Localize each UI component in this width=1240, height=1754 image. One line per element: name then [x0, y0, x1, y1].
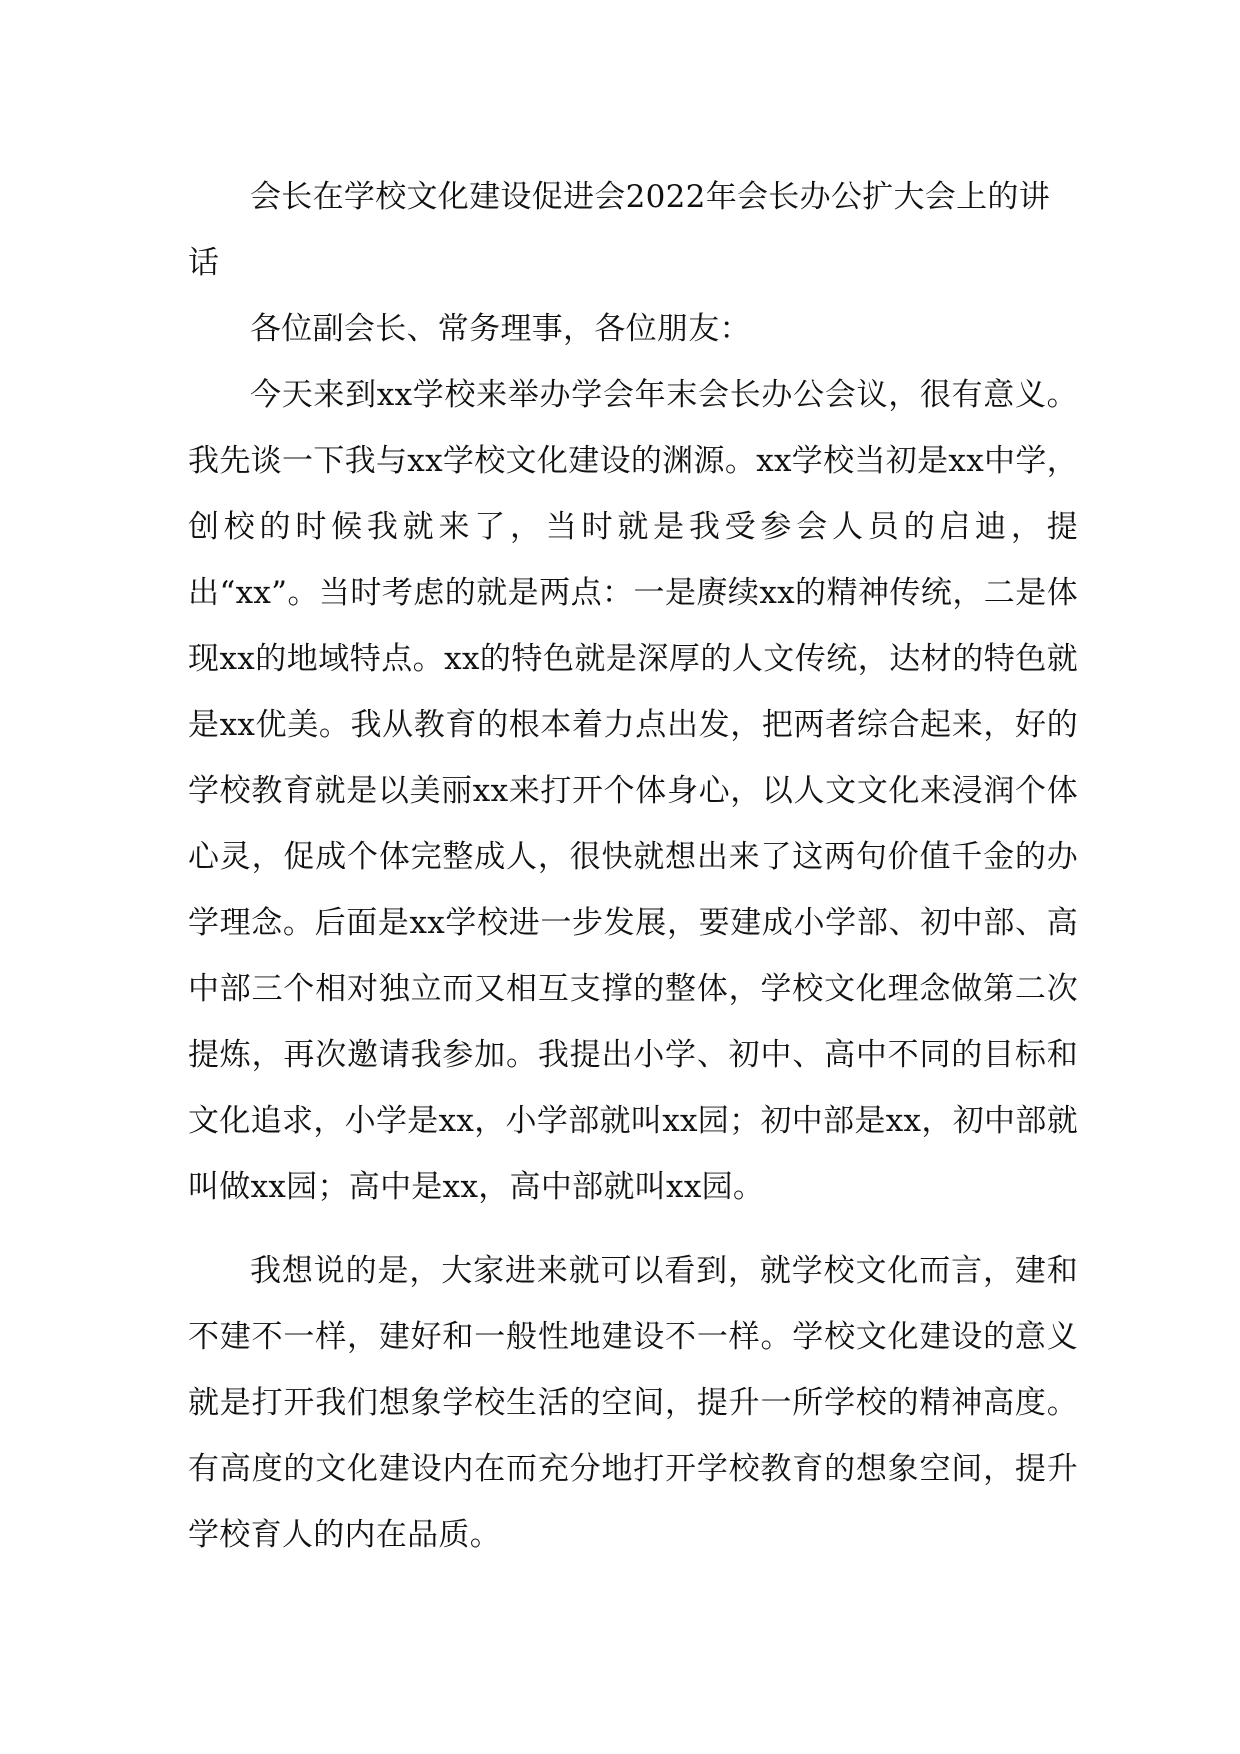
- document-page: [188, 164, 1078, 1568]
- speech-title: 会长在学校文化建设促进会2022年会长办公扩大会上的讲话: [188, 179, 1050, 281]
- salutation: 各位副会长、常务理事，各位朋友：: [250, 311, 751, 347]
- paragraph-1: 今天来到xx学校来举办学会年末会长办公会议，很有意义。我先谈一下我与xx学校文化建设的渊源。xx学校当初是xx中学，创校的时候我就来了，当时就是我受参会人员的启迪，提出“xx”。当时考虑的就是两点：一是赓续xx的精神传统，二是体现xx的地域特点。xx的特色就是深厚的人文传统，达材的特色就是xx优美。我从教育的根本着力点出发，把两者综合起来，好的学校教育就是以美丽xx来打开个体身心，以人文文化来浸润个体心灵，促成个体完整成人，很快就想出来了这两句价值千金的办学理念。后面是xx学校进一步发展，要建成小学部、初中部、高中部三个相对独立而又相互支撑的整体，学校文化理念做第二次提炼，再次邀请我参加。我提出小学、初中、高中不同的目标和文化追求，小学是xx，小学部就叫xx园；初中部是xx，初中部就叫做xx园；高中是xx，高中部就叫xx园。: [188, 377, 1078, 1205]
- paragraph-2: 我想说的是，大家进来就可以看到，就学校文化而言，建和不建不一样，建好和一般性地建设不一样。学校文化建设的意义就是打开我们想象学校生活的空间，提升一所学校的精神高度。有高度的文化建设内在而充分地打开学校教育的想象空间，提升学校育人的内在品质。: [188, 1253, 1078, 1553]
